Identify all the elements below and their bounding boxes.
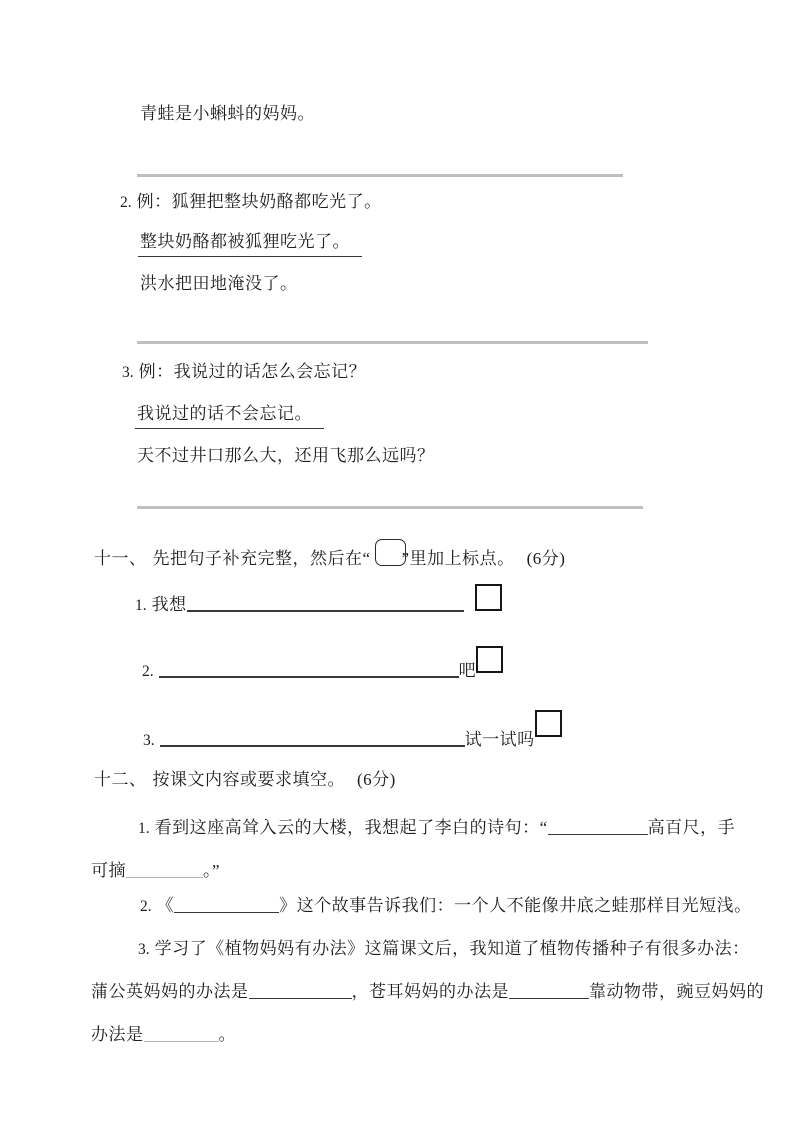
sentence-text: 《	[156, 896, 175, 915]
fill-blank	[187, 597, 464, 612]
item-number: 3.	[122, 364, 134, 381]
section-eleven-item-3	[143, 710, 562, 752]
exercise-sentence: 天不过井口那么大，还用飞那么远吗？	[137, 446, 435, 465]
sentence-text: 可摘	[91, 861, 126, 880]
fill-blank	[160, 732, 465, 747]
score-label: (6分)	[357, 770, 396, 789]
exercise-sentence: 洪水把田地淹没了。	[140, 274, 298, 293]
fill-blank	[144, 1027, 219, 1042]
sentence-text: 。	[218, 1025, 236, 1044]
fill-blank	[159, 663, 459, 678]
section-twelve-item-3-line-2	[91, 981, 764, 1003]
item-number: 1.	[138, 820, 150, 837]
section-twelve-heading	[94, 769, 396, 791]
section-twelve-item-3-line-3	[91, 1024, 236, 1046]
fill-blank	[548, 820, 648, 835]
rewrite-item3-exercise	[137, 445, 435, 467]
sentence-text: 蒲公英妈妈的办法是	[91, 982, 249, 1001]
answer-line	[137, 341, 648, 344]
item-number: 3.	[143, 732, 155, 749]
example-sentence: 例：我说过的话怎么会忘记？	[138, 362, 367, 381]
rewrite-item2-answer	[138, 231, 362, 257]
underlined-answer: 我说过的话不会忘记。	[135, 403, 324, 429]
sentence-text: 看到这座高耸入云的大楼，我想起了李白的诗句：“	[154, 818, 548, 837]
section-eleven-item-1	[135, 584, 502, 617]
section-number: 十二、	[94, 770, 147, 789]
sentence-text: 办法是	[91, 1025, 144, 1044]
section-twelve-item-1-line-2	[91, 860, 220, 882]
section-title: 先把句子补充完整，然后在“	[152, 549, 371, 568]
section-number: 十一、	[94, 549, 147, 568]
item-number: 2.	[120, 194, 132, 211]
sentence-text: 。”	[203, 861, 221, 880]
sentence-end: 吧	[458, 661, 477, 680]
score-label: (6分)	[526, 549, 566, 568]
sentence-text: 》这个故事告诉我们：一个人不能像井底之蛙那样目光短浅。	[279, 896, 752, 915]
fill-blank	[126, 863, 203, 878]
rewrite-item3-example	[122, 361, 366, 384]
answer-line	[137, 174, 623, 177]
section-eleven-item-2	[142, 646, 503, 683]
rewrite-item2-example	[120, 191, 382, 214]
sentence-text: ，苍耳妈妈的办法是	[351, 982, 509, 1001]
example-sentence: 例：狐狸把整块奶酪都吃光了。	[136, 192, 382, 211]
item-number: 2.	[142, 663, 154, 680]
fill-blank	[174, 898, 279, 913]
section-title: 按课文内容或要求填空。	[152, 770, 345, 789]
rewrite-item3-answer	[135, 403, 324, 429]
sentence-start: 我想	[151, 595, 187, 614]
section-title-tail: ”里加上标点。	[401, 549, 515, 568]
sentence-text: 靠动物带，豌豆妈妈的	[589, 982, 764, 1001]
punctuation-box	[535, 710, 562, 737]
punctuation-box	[476, 646, 503, 673]
fill-blank	[509, 984, 589, 999]
section-twelve-item-1-line-1	[138, 817, 735, 840]
item-number: 2.	[140, 898, 152, 915]
section-twelve-item-2	[140, 895, 752, 918]
item-number: 3.	[138, 941, 150, 958]
section-twelve-item-3-line-1	[138, 938, 750, 961]
underlined-answer: 整块奶酪都被狐狸吃光了。	[138, 231, 362, 257]
item-number: 1.	[135, 597, 147, 614]
sentence-text: 高百尺，手	[647, 818, 736, 837]
rewrite-item2-exercise	[140, 273, 298, 295]
sentence-text: 学习了《植物妈妈有办法》这篇课文后，我知道了植物传播种子有很多办法：	[154, 939, 750, 958]
punctuation-box	[475, 584, 502, 611]
fill-blank	[249, 984, 352, 999]
section-eleven-heading	[94, 539, 565, 570]
sentence-end: 试一试吗	[464, 730, 535, 749]
answer-line	[137, 506, 643, 509]
rewrite-item1-exercise	[140, 103, 315, 125]
exercise-sentence: 青蛙是小蝌蚪的妈妈。	[140, 104, 315, 123]
